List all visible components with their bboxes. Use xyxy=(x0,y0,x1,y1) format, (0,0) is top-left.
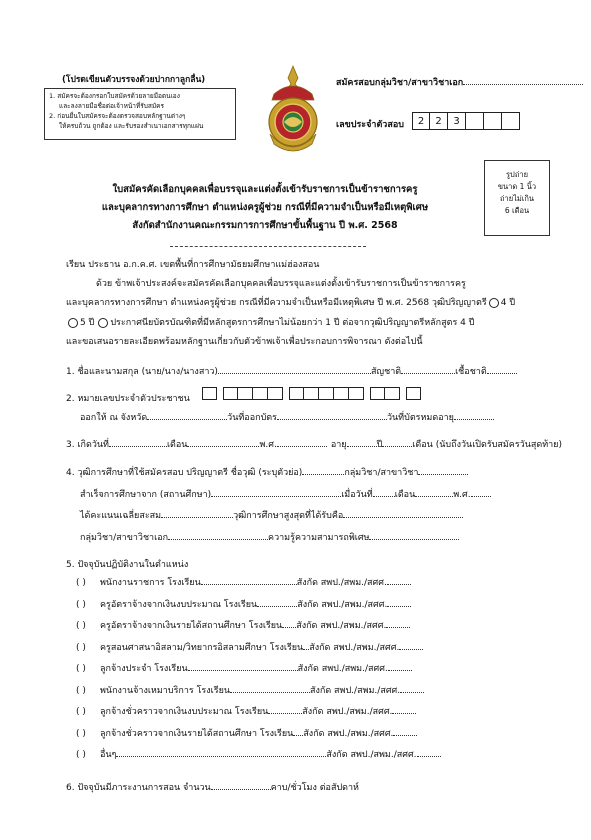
exam-id-label: เลขประจำตัวสอบ xyxy=(336,120,404,130)
highest-degree-field[interactable] xyxy=(343,509,463,518)
id-digit-box[interactable] xyxy=(238,387,253,400)
position-checkbox[interactable]: ( ) xyxy=(76,707,86,717)
major-subject-field[interactable] xyxy=(168,531,268,540)
instruction-1-cont: และลงลายมือชื่อต่อเจ้าหน้าที่รับสมัคร xyxy=(59,102,164,110)
special-skills-field[interactable] xyxy=(369,531,459,540)
affiliation-label: สังกัด สพป./สพม./สศศ. xyxy=(303,728,394,739)
position-checkbox[interactable]: ( ) xyxy=(76,578,86,588)
apply-group-label: สมัครสอบกลุ่มวิชา/สาขาวิชาเอก xyxy=(336,78,464,88)
affiliation-field[interactable] xyxy=(393,727,417,736)
highest-degree-label: วุฒิการศึกษาสูงสุดที่ได้รับคือ xyxy=(233,511,344,521)
exam-id-digit[interactable]: 2 xyxy=(430,112,448,130)
exam-id-digit[interactable] xyxy=(502,112,520,130)
school-field[interactable] xyxy=(268,705,302,714)
national-id-label: 2. หมายเลขประจำตัวประชาชน xyxy=(66,394,190,404)
position-option[interactable] xyxy=(76,618,516,640)
affiliation-label: สังกัด สพป./สพม./สศศ. xyxy=(297,664,388,674)
position-label: ลูกจ้างชั่วคราวจากเงินรายได้สถานศึกษา โรงเรียน xyxy=(100,728,294,739)
position-checkbox[interactable]: ( ) xyxy=(76,750,86,760)
form-title xyxy=(60,181,470,235)
addressee: เรียน ประธาน อ.ก.ค.ศ. เขตพื้นที่การศึกษามัธยมศึกษาแม่ฮ่องสอน xyxy=(66,260,320,270)
gpa-row xyxy=(80,508,463,522)
major-special-row xyxy=(80,530,459,544)
affiliation-field[interactable] xyxy=(400,684,424,693)
item-6-row xyxy=(66,780,359,794)
position-checkbox[interactable]: ( ) xyxy=(76,685,86,696)
affiliation-field[interactable] xyxy=(387,576,411,585)
photo-size: ขนาด 1 นิ้ว xyxy=(497,182,537,191)
position-checkbox[interactable]: ( ) xyxy=(76,621,86,631)
school-field[interactable] xyxy=(188,662,298,671)
position-checkbox[interactable]: ( ) xyxy=(76,728,86,739)
id-digit-box[interactable] xyxy=(223,387,238,400)
affiliation-field[interactable] xyxy=(399,641,423,650)
id-digit-box[interactable] xyxy=(406,387,421,400)
affiliation-label: สังกัด สพป./สพม./สศศ. xyxy=(326,750,417,760)
intro-paragraph-1: ด้วย ข้าพเจ้าประสงค์จะสมัครคัดเลือกบุคคลเพื่อบรรจุและแต่งตั้งเข้ารับราชการเป็นข้าราชการครู xyxy=(96,279,466,289)
exam-id-digit[interactable]: 3 xyxy=(448,112,466,130)
id-digit-box[interactable] xyxy=(268,387,283,400)
exam-id-digit[interactable] xyxy=(466,112,484,130)
gpa-label: ได้คะแนนเฉลี่ยสะสม xyxy=(80,511,162,521)
intro-paragraph-2 xyxy=(66,295,515,309)
exam-id-digit[interactable] xyxy=(484,112,502,130)
instruction-2-cont: ให้ครบถ้วน ถูกต้อง และรับรองสำเนาเอกสารทุกแผ่น xyxy=(59,122,204,130)
position-checkbox[interactable]: ( ) xyxy=(76,664,86,674)
degree-5yr-radio[interactable] xyxy=(68,318,78,328)
id-digit-box[interactable] xyxy=(349,387,364,400)
position-option[interactable] xyxy=(76,726,516,748)
position-label: ครูอัตราจ้างจากเงินรายได้สถานศึกษา โรงเรียน xyxy=(100,621,283,631)
age-years-field[interactable] xyxy=(347,438,377,447)
grad-month-label: เดือน xyxy=(394,490,416,500)
school-field[interactable] xyxy=(201,576,297,585)
photo-label: รูปถ่าย xyxy=(506,170,528,179)
id-digit-box[interactable] xyxy=(304,387,319,400)
position-option[interactable] xyxy=(76,747,516,769)
affiliation-label: สังกัด สพป./สพม./สศศ. xyxy=(296,621,387,631)
intro-paragraph-4: และขอเสนอรายละเอียดพร้อมหลักฐานเกี่ยวกับตัวข้าพเจ้าเพื่อประกอบการพิจารณา ดังต่อไปนี้ xyxy=(66,337,423,347)
title-line-2: และบุคลากรทางการศึกษา ตำแหน่งครูผู้ช่วย กรณีที่มีความจำเป็นหรือมีเหตุพิเศษ xyxy=(101,202,429,213)
ethnicity-field[interactable] xyxy=(487,365,517,374)
grad-year-label: พ.ศ. xyxy=(453,490,471,500)
current-position-title: 5. ปัจจุบันปฏิบัติงานในตำแหน่ง xyxy=(66,560,189,570)
id-digit-box[interactable] xyxy=(202,387,217,400)
national-id-boxes xyxy=(202,387,421,400)
affiliation-label: สังกัด สพป./สพม./สศศ. xyxy=(309,642,400,653)
position-checkbox[interactable]: ( ) xyxy=(76,642,86,653)
id-issue-row xyxy=(80,410,494,424)
grad-day-field[interactable] xyxy=(373,488,395,497)
major-subject-label: กลุ่มวิชา/สาขาวิชาเอก xyxy=(80,533,169,543)
affiliation-field[interactable] xyxy=(386,619,410,628)
issue-date-label: วันที่ออกบัตร xyxy=(227,413,277,423)
special-skills-label: ความรู้ความสามารถพิเศษ xyxy=(268,533,370,543)
teaching-load-unit: คาบ/ชั่วโมง ต่อสัปดาห์ xyxy=(270,783,359,793)
position-option[interactable] xyxy=(76,597,516,619)
instruction-2: 2. ก่อนยื่นใบสมัครจะต้องตรวจสอบหลักฐานต่างๆ xyxy=(49,112,186,120)
affiliation-field[interactable] xyxy=(392,705,416,714)
degree-5yr-label: 5 ปี xyxy=(80,318,95,328)
school-field[interactable] xyxy=(257,598,297,607)
position-option[interactable] xyxy=(76,704,516,726)
affiliation-label: สังกัด สพป./สพม./สศศ. xyxy=(296,578,387,588)
id-digit-box[interactable] xyxy=(334,387,349,400)
photo-months: 6 เดือน xyxy=(504,206,530,215)
age-note: (นับถึงวันเปิดรับสมัครวันสุดท้าย) xyxy=(435,440,562,450)
degree-label: 4. วุฒิการศึกษาที่ใช้สมัครสอบ ปริญญาตรี ชื่อวุฒิ (ระบุตัวย่อ) xyxy=(66,468,303,478)
degree-4yr-label: 4 ปี xyxy=(500,298,516,308)
full-name-field[interactable] xyxy=(218,365,371,374)
position-label: ครูสอนศาสนาอิสลาม/วิทยากรอิสลามศึกษา โรงเรียน xyxy=(100,642,304,653)
item-3-row xyxy=(66,437,562,451)
photo-age: ถ่ายไม่เกิน xyxy=(499,194,535,203)
school-field[interactable] xyxy=(230,684,310,693)
id-digit-box[interactable] xyxy=(385,387,400,400)
position-option[interactable] xyxy=(76,661,516,683)
graduated-from-label: สำเร็จการศึกษาจาก (สถานศึกษา) xyxy=(80,490,212,500)
grad-date-label: เมื่อวันที่ xyxy=(341,490,373,500)
position-option[interactable] xyxy=(76,640,516,662)
age-years-label: ปี xyxy=(376,440,383,450)
expiry-date-field[interactable] xyxy=(454,411,494,420)
position-option[interactable] xyxy=(76,683,516,705)
position-label: ลูกจ้างชั่วคราวจากเงินงบประมาณ โรงเรียน xyxy=(100,707,269,717)
teaching-load-field[interactable] xyxy=(211,781,271,790)
title-divider xyxy=(170,246,366,247)
item-1-row xyxy=(66,364,517,378)
birth-year-field[interactable] xyxy=(277,438,327,447)
affiliation-label: สังกัด สพป./สพม./สศศ. xyxy=(310,685,401,696)
ethnicity-label: เชื้อชาติ xyxy=(455,367,487,377)
birth-month-field[interactable] xyxy=(187,438,259,447)
position-label: พนักงานราชการ โรงเรียน xyxy=(100,578,201,588)
intro-text-2: และบุคลากรทางการศึกษา ตำแหน่งครูผู้ช่วย กรณีที่มีความจำเป็นหรือมีเหตุพิเศษ ปี พ.ศ. 2568 วุฒิปริญญาตรี xyxy=(66,298,487,308)
intro-paragraph-3 xyxy=(66,315,474,329)
age-months-field[interactable] xyxy=(382,438,412,447)
school-field[interactable] xyxy=(116,748,326,757)
birth-date-label: 3. เกิดวันที่ xyxy=(66,440,109,450)
item-2-row xyxy=(66,391,190,405)
degree-4yr-radio[interactable] xyxy=(489,298,499,308)
expiry-date-label: วันที่บัตรหมดอายุ xyxy=(386,413,454,423)
nationality-field[interactable] xyxy=(401,365,455,374)
exam-id-digit[interactable]: 2 xyxy=(412,112,430,130)
id-digit-box[interactable] xyxy=(319,387,334,400)
institution-field[interactable] xyxy=(211,488,341,497)
birth-month-label: เดือน xyxy=(166,440,188,450)
major-field[interactable] xyxy=(418,466,468,475)
item-4-row xyxy=(66,465,468,479)
grad-month-field[interactable] xyxy=(415,488,453,497)
birth-day-field[interactable] xyxy=(109,438,167,447)
affiliation-field[interactable] xyxy=(417,748,441,757)
issued-province-field[interactable] xyxy=(147,411,227,420)
photo-box[interactable] xyxy=(484,160,550,236)
obec-seal-logo xyxy=(262,64,324,156)
age-months-label: เดือน xyxy=(412,440,433,450)
position-label: ครูอัตราจ้างจากเงินงบประมาณ โรงเรียน xyxy=(100,599,258,610)
teaching-load-label: 6. ปัจจุบันมีภาระงานการสอน จำนวน xyxy=(66,783,211,793)
position-option[interactable] xyxy=(76,575,516,597)
school-field[interactable] xyxy=(282,619,296,628)
grad-diploma-radio[interactable] xyxy=(98,318,108,328)
title-line-1: ใบสมัครคัดเลือกบุคคลเพื่อบรรจุและแต่งตั้งเข้ารับราชการเป็นข้าราชการครู xyxy=(112,184,418,195)
instruction-1: 1. สมัครจะต้องกรอกใบสมัครด้วยลายมือตนเอง xyxy=(49,92,180,100)
current-position-list xyxy=(76,575,516,769)
nationality-label: สัญชาติ xyxy=(370,367,402,377)
affiliation-field[interactable] xyxy=(388,662,412,671)
position-label: พนักงานจ้างเหมาบริการ โรงเรียน xyxy=(100,685,230,696)
apply-group-field[interactable] xyxy=(463,76,583,85)
affiliation-field[interactable] xyxy=(387,598,411,607)
birth-year-label: พ.ศ. xyxy=(259,440,277,450)
title-line-3: สังกัดสำนักงานคณะกรรมการการศึกษาขั้นพื้นฐาน ปี พ.ศ. 2568 xyxy=(132,220,398,231)
id-digit-box[interactable] xyxy=(253,387,268,400)
apply-group-row xyxy=(336,75,583,89)
graduation-row xyxy=(80,487,491,501)
instructions-box xyxy=(44,88,236,140)
exam-id-row xyxy=(336,117,404,131)
affiliation-label: สังกัด สพป./สพม./สศศ. xyxy=(302,707,393,717)
degree-field[interactable] xyxy=(302,466,344,475)
issue-date-field[interactable] xyxy=(277,411,387,420)
major-label: กลุ่มวิชา/สาขาวิชา xyxy=(344,468,419,478)
issued-province-label: ออกให้ ณ จังหวัด xyxy=(80,413,148,423)
position-checkbox[interactable]: ( ) xyxy=(76,599,86,610)
gpa-field[interactable] xyxy=(161,509,233,518)
grad-diploma-label: ประกาศนียบัตรบัณฑิตที่มีหลักสูตรการศึกษาไม่น้อยกว่า 1 ปี ต่อจากวุฒิปริญญาตรีหลักสูตร 4 ปี xyxy=(110,318,475,328)
exam-id-boxes xyxy=(412,112,520,130)
school-field[interactable] xyxy=(293,727,303,736)
affiliation-label: สังกัด สพป./สพม./สศศ. xyxy=(297,599,388,610)
position-label: ลูกจ้างประจำ โรงเรียน xyxy=(100,664,188,674)
full-name-label: 1. ชื่อและนามสกุล (นาย/นาง/นางสาว) xyxy=(66,367,218,377)
grad-year-field[interactable] xyxy=(471,488,491,497)
position-label: อื่นๆ xyxy=(100,750,117,760)
id-digit-box[interactable] xyxy=(289,387,304,400)
handwriting-note: (โปรดเขียนตัวบรรจงด้วยปากกาลูกลื่น) xyxy=(62,75,206,85)
age-label: อายุ xyxy=(330,440,347,450)
id-digit-box[interactable] xyxy=(370,387,385,400)
